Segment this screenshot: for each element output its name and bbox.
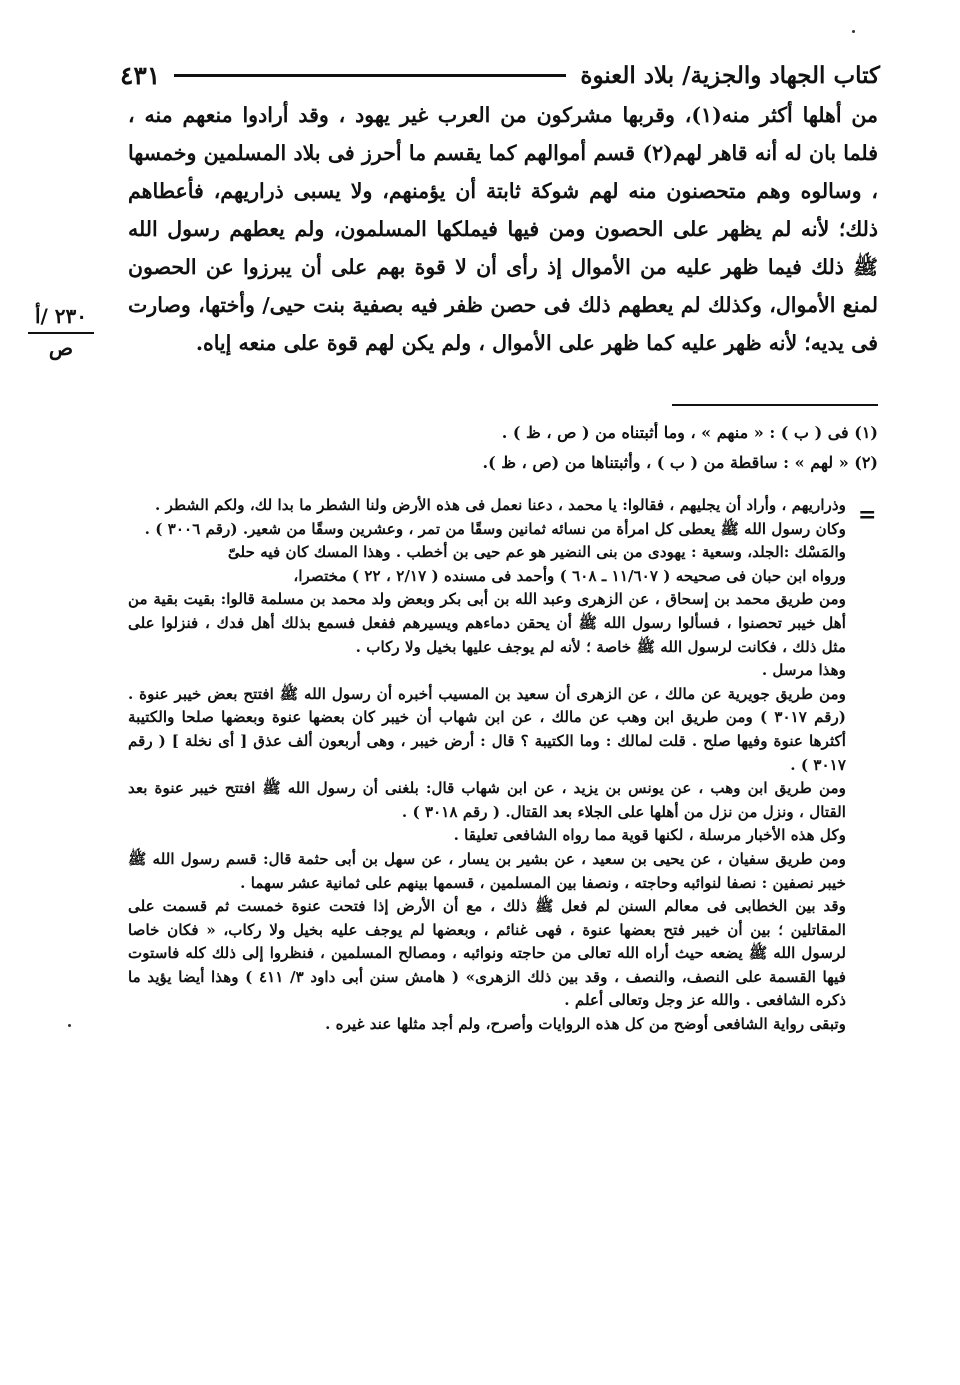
commentary-paragraph: وكل هذه الأخبار مرسلة ، لكنها قوية مما رواه الشافعى تعليقا .	[453, 826, 846, 845]
manuscript-siglum: ص	[48, 336, 74, 360]
continuation-marker: =	[858, 502, 877, 528]
main-text	[128, 96, 878, 362]
commentary-paragraph: وقد بين الخطابى فى معالم السنن لم فعل ﷺ ذلك ، مع أن الأرض إذا فتحت عنوة خمست ثم قسمت على المقاتلين ؛ بين أن خيبر فتح بعضها عنوة ، فهى غنائم ، وبعضها لم يوجف عليه بخيل ولا ركاب، « فكان خاصا لرسول الله ﷺ يضعه حيث أراه الله تعالى من حاجته ونوائبه ، ومصالح المسلمين ، فنظروا إلى ذلك كله فاستوت فيها القسمة على النصف، والنصف ، وقد بين ذلك الزهرى» ( هامش سنن أبى داود ٣/ ٤١١ ) وهذا أيضا يؤيد ما ذكره الشافعى . والله عز وجل وتعالى أعلم .	[128, 897, 847, 1010]
commentary-paragraph: ومن طريق سفيان ، عن يحيى بن سعيد ، عن بشير بن يسار ، عن سهل بن أبى حثمة قال: قسم رسول الله ﷺ خيبر نصفين : نصفا لنوائبه وحاجته ، ونصفا بين المسلمين ، قسمها بينهم على ثمانية عشر سهما .	[128, 849, 846, 892]
footnote: (٢) « لهم » : ساقطة من ( ب ) ، وأثبتناها من (ص ، ظ ).	[482, 453, 878, 472]
folio-reference: ٢٣٠ /أ	[28, 302, 94, 334]
commentary-paragraph: ومن طريق جويرية عن مالك ، عن الزهرى أن سعيد بن المسيب أخبره أن رسول الله ﷺ افتتح بعض خيبر عنوة . (رقم ٣٠١٧ ) ومن طريق ابن وهب عن مالك ، عن ابن شهاب أن خيبر كان بعضها عنوة وبعضها صلحا والكتيبة أكثرها عنوة وفيها صلح . قلت لمالك : وما الكتيبة ؟ قال : أرض خيبر ، وهى أربعون ألف عذق [ أى نخلة ] ( رقم ٣٠١٧ ) .	[128, 684, 846, 774]
header-rule	[174, 74, 566, 77]
commentary-paragraph: ومن طريق محمد بن إسحاق ، عن الزهرى وعبد الله بن أبى بكر وبعض ولد محمد بن مسلمة قالوا: بقيت بقية من أهل خيبر تحصنوا ، فسألوا رسول الله ﷺ أن يحقن دماءهم ويسيرهم ففعل فسمع بذلك أهل فدك ، فنزلوا على مثل ذلك ، فكانت لرسول الله ﷺ خاصة ؛ لأنه لم يوجف عليها بخيل ولا ركاب .	[128, 590, 846, 656]
footnotes	[400, 418, 878, 478]
commentary-paragraph: ومن طريق ابن وهب ، عن يونس بن يزيد ، عن ابن شهاب قال: بلغنى أن رسول الله ﷺ افتتح خيبر عنوة بعد القتال ، ونزل من نزل من أهلها على الجلاء بعد القتال. ( رقم ٣٠١٨ ) .	[128, 779, 846, 821]
running-header	[120, 52, 880, 98]
commentary-notes	[128, 494, 846, 1037]
commentary-paragraph: وهذا مرسل .	[761, 661, 846, 680]
main-paragraph: من أهلها أكثر منه(١)، وقربها مشركون من العرب غير يهود ، وقد أرادوا منعهم منه ، فلما بان له أنه قاهر لهم(٢) قسم أموالهم كما يقسم ما أحرز فى بلاد المسلمين وخمسها ، وسالوه وهم متحصنون منه لهم شوكة ثابتة أن يؤمنهم، ولا يسبى ذراريهم، فأعطاهم ذلك؛ لأنه لم يظهر على الحصون ومن فيها فيملكها المسلمون، ولم يعطهم رسول الله ﷺ ذلك فيما ظهر عليه من الأموال إذ رأى أن لا قوة بهم على أن يبرزوا عن الحصون لمنع الأموال، وكذلك لم يعطهم ذلك فى حصن ظفر فيه بصفية بنت حيى/ وأختها، وصارت فى يديه؛ لأنه ظهر عليه كما ظهر على الأموال ، ولم يكن لهم قوة على منعه إياه.	[128, 103, 878, 355]
commentary-paragraph: والمَسْك :الجلد، وسعية : يهودى من بنى النضير هو عم حيى بن أخطب . وهذا المسك كان فيه حلىّ	[227, 543, 846, 562]
page-number: ٤٣١	[120, 60, 161, 90]
footnote-separator	[672, 404, 878, 406]
commentary-paragraph: ورواه ابن حبان فى صحيحه ( ١١/٦٠٧ ـ ٦٠٨ ) وأحمد فى مسنده ( ٢/١٧ ، ٢٢ ) مختصرا،	[293, 566, 846, 585]
commentary-paragraph: وذراريهم ، وأراد أن يجليهم ، فقالوا: يا محمد ، دعنا نعمل فى هذه الأرض ولنا الشطر ما بدا لك، ولكم الشطر .	[155, 496, 846, 514]
scan-speck	[68, 1024, 71, 1027]
scan-speck	[852, 30, 855, 33]
footnote: (١) فى ( ب ) : « منهم » ، وما أثبتناه من ( ص ، ظ ) .	[501, 423, 878, 442]
commentary-paragraph: وكان رسول الله ﷺ يعطى كل امرأة من نسائه ثمانين وسقًا من تمر ، وعشرين وسقًا من شعير. (رقم ٣٠٠٦ ) .	[144, 519, 846, 538]
commentary-paragraph: وتبقى رواية الشافعى أوضح من كل هذه الروايات وأصرح، ولم أجد مثلها عند غيره .	[325, 1015, 846, 1034]
manuscript-margin-note	[28, 302, 94, 362]
header-title: كتاب الجهاد والجزية/ بلاد العنوة	[580, 61, 880, 89]
